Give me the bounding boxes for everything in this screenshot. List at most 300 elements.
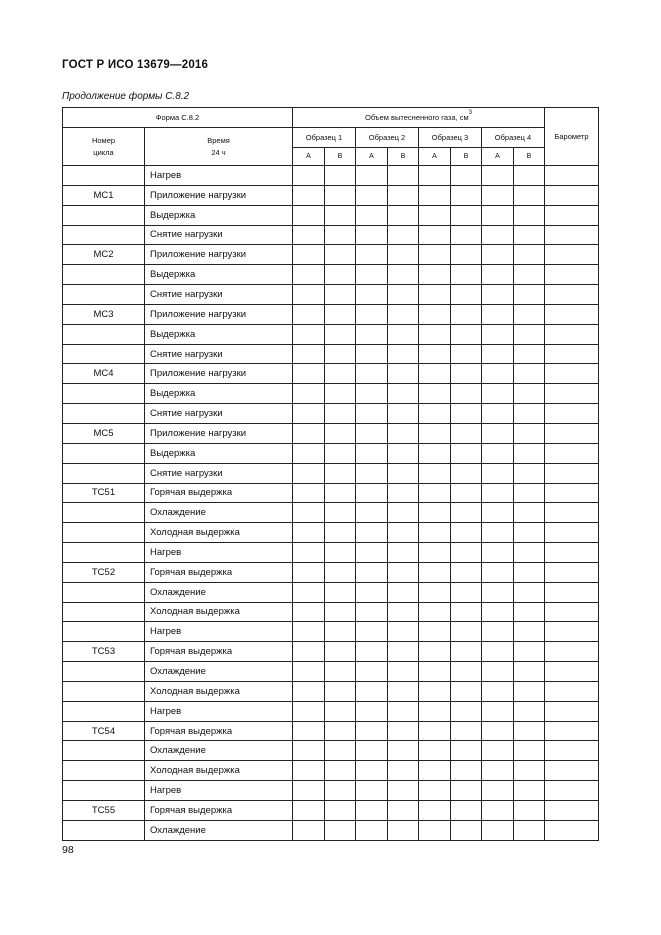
measurement-cell[interactable]: [514, 741, 545, 761]
measurement-cell[interactable]: [514, 622, 545, 642]
measurement-cell[interactable]: [325, 245, 356, 265]
measurement-cell[interactable]: [514, 761, 545, 781]
measurement-cell[interactable]: [419, 225, 451, 245]
measurement-cell[interactable]: [514, 166, 545, 186]
measurement-cell[interactable]: [451, 582, 482, 602]
measurement-cell[interactable]: [482, 443, 514, 463]
barometer-cell[interactable]: [545, 285, 599, 305]
measurement-cell[interactable]: [482, 642, 514, 662]
measurement-cell[interactable]: [325, 265, 356, 285]
measurement-cell[interactable]: [388, 741, 419, 761]
measurement-cell[interactable]: [482, 205, 514, 225]
barometer-cell[interactable]: [545, 523, 599, 543]
barometer-cell[interactable]: [545, 662, 599, 682]
measurement-cell[interactable]: [388, 503, 419, 523]
measurement-cell[interactable]: [451, 701, 482, 721]
measurement-cell[interactable]: [419, 622, 451, 642]
measurement-cell[interactable]: [388, 681, 419, 701]
measurement-cell[interactable]: [451, 185, 482, 205]
measurement-cell[interactable]: [388, 166, 419, 186]
measurement-cell[interactable]: [356, 721, 388, 741]
measurement-cell[interactable]: [293, 761, 325, 781]
measurement-cell[interactable]: [293, 364, 325, 384]
measurement-cell[interactable]: [482, 801, 514, 821]
measurement-cell[interactable]: [293, 324, 325, 344]
measurement-cell[interactable]: [293, 642, 325, 662]
measurement-cell[interactable]: [451, 801, 482, 821]
measurement-cell[interactable]: [482, 324, 514, 344]
measurement-cell[interactable]: [514, 662, 545, 682]
measurement-cell[interactable]: [482, 463, 514, 483]
measurement-cell[interactable]: [388, 285, 419, 305]
measurement-cell[interactable]: [293, 662, 325, 682]
measurement-cell[interactable]: [388, 582, 419, 602]
measurement-cell[interactable]: [514, 523, 545, 543]
measurement-cell[interactable]: [419, 205, 451, 225]
measurement-cell[interactable]: [419, 304, 451, 324]
measurement-cell[interactable]: [419, 166, 451, 186]
measurement-cell[interactable]: [482, 523, 514, 543]
measurement-cell[interactable]: [482, 185, 514, 205]
measurement-cell[interactable]: [419, 781, 451, 801]
measurement-cell[interactable]: [293, 582, 325, 602]
measurement-cell[interactable]: [388, 324, 419, 344]
measurement-cell[interactable]: [514, 483, 545, 503]
measurement-cell[interactable]: [419, 265, 451, 285]
measurement-cell[interactable]: [388, 304, 419, 324]
measurement-cell[interactable]: [356, 681, 388, 701]
measurement-cell[interactable]: [325, 820, 356, 840]
measurement-cell[interactable]: [514, 225, 545, 245]
measurement-cell[interactable]: [482, 543, 514, 563]
measurement-cell[interactable]: [451, 384, 482, 404]
measurement-cell[interactable]: [388, 701, 419, 721]
measurement-cell[interactable]: [451, 523, 482, 543]
measurement-cell[interactable]: [356, 642, 388, 662]
measurement-cell[interactable]: [388, 523, 419, 543]
measurement-cell[interactable]: [325, 185, 356, 205]
measurement-cell[interactable]: [356, 701, 388, 721]
barometer-cell[interactable]: [545, 562, 599, 582]
measurement-cell[interactable]: [325, 503, 356, 523]
measurement-cell[interactable]: [388, 602, 419, 622]
measurement-cell[interactable]: [388, 225, 419, 245]
measurement-cell[interactable]: [356, 225, 388, 245]
measurement-cell[interactable]: [451, 463, 482, 483]
measurement-cell[interactable]: [356, 483, 388, 503]
measurement-cell[interactable]: [388, 265, 419, 285]
measurement-cell[interactable]: [293, 503, 325, 523]
measurement-cell[interactable]: [293, 265, 325, 285]
measurement-cell[interactable]: [325, 622, 356, 642]
measurement-cell[interactable]: [482, 622, 514, 642]
measurement-cell[interactable]: [356, 364, 388, 384]
measurement-cell[interactable]: [514, 304, 545, 324]
measurement-cell[interactable]: [482, 701, 514, 721]
measurement-cell[interactable]: [482, 582, 514, 602]
measurement-cell[interactable]: [451, 681, 482, 701]
measurement-cell[interactable]: [325, 364, 356, 384]
measurement-cell[interactable]: [482, 483, 514, 503]
measurement-cell[interactable]: [293, 285, 325, 305]
measurement-cell[interactable]: [419, 344, 451, 364]
barometer-cell[interactable]: [545, 463, 599, 483]
measurement-cell[interactable]: [482, 503, 514, 523]
measurement-cell[interactable]: [514, 344, 545, 364]
measurement-cell[interactable]: [419, 483, 451, 503]
measurement-cell[interactable]: [388, 662, 419, 682]
barometer-cell[interactable]: [545, 781, 599, 801]
measurement-cell[interactable]: [293, 443, 325, 463]
measurement-cell[interactable]: [325, 543, 356, 563]
measurement-cell[interactable]: [356, 344, 388, 364]
measurement-cell[interactable]: [293, 543, 325, 563]
measurement-cell[interactable]: [451, 344, 482, 364]
measurement-cell[interactable]: [451, 602, 482, 622]
measurement-cell[interactable]: [419, 642, 451, 662]
barometer-cell[interactable]: [545, 384, 599, 404]
barometer-cell[interactable]: [545, 701, 599, 721]
measurement-cell[interactable]: [293, 304, 325, 324]
measurement-cell[interactable]: [419, 543, 451, 563]
measurement-cell[interactable]: [325, 304, 356, 324]
measurement-cell[interactable]: [388, 781, 419, 801]
measurement-cell[interactable]: [325, 523, 356, 543]
measurement-cell[interactable]: [356, 562, 388, 582]
measurement-cell[interactable]: [293, 701, 325, 721]
measurement-cell[interactable]: [419, 185, 451, 205]
barometer-cell[interactable]: [545, 265, 599, 285]
measurement-cell[interactable]: [514, 681, 545, 701]
barometer-cell[interactable]: [545, 543, 599, 563]
measurement-cell[interactable]: [356, 265, 388, 285]
measurement-cell[interactable]: [419, 404, 451, 424]
measurement-cell[interactable]: [451, 642, 482, 662]
measurement-cell[interactable]: [356, 761, 388, 781]
measurement-cell[interactable]: [325, 483, 356, 503]
barometer-cell[interactable]: [545, 820, 599, 840]
measurement-cell[interactable]: [482, 662, 514, 682]
measurement-cell[interactable]: [388, 642, 419, 662]
measurement-cell[interactable]: [451, 820, 482, 840]
measurement-cell[interactable]: [419, 384, 451, 404]
measurement-cell[interactable]: [356, 662, 388, 682]
measurement-cell[interactable]: [514, 820, 545, 840]
measurement-cell[interactable]: [419, 741, 451, 761]
measurement-cell[interactable]: [388, 344, 419, 364]
barometer-cell[interactable]: [545, 304, 599, 324]
measurement-cell[interactable]: [356, 523, 388, 543]
measurement-cell[interactable]: [514, 265, 545, 285]
measurement-cell[interactable]: [451, 483, 482, 503]
measurement-cell[interactable]: [514, 463, 545, 483]
measurement-cell[interactable]: [419, 582, 451, 602]
measurement-cell[interactable]: [514, 285, 545, 305]
measurement-cell[interactable]: [293, 622, 325, 642]
measurement-cell[interactable]: [325, 166, 356, 186]
measurement-cell[interactable]: [293, 801, 325, 821]
measurement-cell[interactable]: [482, 820, 514, 840]
measurement-cell[interactable]: [325, 205, 356, 225]
measurement-cell[interactable]: [514, 324, 545, 344]
barometer-cell[interactable]: [545, 423, 599, 443]
measurement-cell[interactable]: [325, 761, 356, 781]
measurement-cell[interactable]: [325, 681, 356, 701]
measurement-cell[interactable]: [325, 285, 356, 305]
barometer-cell[interactable]: [545, 225, 599, 245]
barometer-cell[interactable]: [545, 741, 599, 761]
measurement-cell[interactable]: [356, 304, 388, 324]
measurement-cell[interactable]: [451, 503, 482, 523]
measurement-cell[interactable]: [451, 423, 482, 443]
measurement-cell[interactable]: [451, 741, 482, 761]
measurement-cell[interactable]: [293, 681, 325, 701]
measurement-cell[interactable]: [451, 265, 482, 285]
measurement-cell[interactable]: [325, 602, 356, 622]
measurement-cell[interactable]: [388, 562, 419, 582]
measurement-cell[interactable]: [356, 781, 388, 801]
barometer-cell[interactable]: [545, 622, 599, 642]
measurement-cell[interactable]: [293, 463, 325, 483]
measurement-cell[interactable]: [451, 225, 482, 245]
measurement-cell[interactable]: [293, 523, 325, 543]
measurement-cell[interactable]: [514, 781, 545, 801]
measurement-cell[interactable]: [356, 543, 388, 563]
measurement-cell[interactable]: [388, 543, 419, 563]
measurement-cell[interactable]: [514, 701, 545, 721]
measurement-cell[interactable]: [293, 166, 325, 186]
measurement-cell[interactable]: [388, 404, 419, 424]
measurement-cell[interactable]: [482, 721, 514, 741]
measurement-cell[interactable]: [293, 741, 325, 761]
measurement-cell[interactable]: [293, 205, 325, 225]
measurement-cell[interactable]: [388, 721, 419, 741]
measurement-cell[interactable]: [451, 166, 482, 186]
measurement-cell[interactable]: [388, 761, 419, 781]
measurement-cell[interactable]: [482, 423, 514, 443]
measurement-cell[interactable]: [482, 285, 514, 305]
measurement-cell[interactable]: [293, 721, 325, 741]
measurement-cell[interactable]: [325, 701, 356, 721]
measurement-cell[interactable]: [388, 205, 419, 225]
measurement-cell[interactable]: [514, 543, 545, 563]
measurement-cell[interactable]: [451, 205, 482, 225]
measurement-cell[interactable]: [451, 364, 482, 384]
measurement-cell[interactable]: [514, 364, 545, 384]
barometer-cell[interactable]: [545, 166, 599, 186]
measurement-cell[interactable]: [514, 503, 545, 523]
measurement-cell[interactable]: [514, 582, 545, 602]
measurement-cell[interactable]: [514, 245, 545, 265]
measurement-cell[interactable]: [451, 304, 482, 324]
measurement-cell[interactable]: [419, 503, 451, 523]
measurement-cell[interactable]: [514, 384, 545, 404]
measurement-cell[interactable]: [293, 344, 325, 364]
measurement-cell[interactable]: [419, 701, 451, 721]
measurement-cell[interactable]: [356, 423, 388, 443]
measurement-cell[interactable]: [325, 404, 356, 424]
measurement-cell[interactable]: [293, 562, 325, 582]
measurement-cell[interactable]: [419, 662, 451, 682]
measurement-cell[interactable]: [293, 225, 325, 245]
measurement-cell[interactable]: [482, 245, 514, 265]
measurement-cell[interactable]: [325, 562, 356, 582]
measurement-cell[interactable]: [356, 205, 388, 225]
measurement-cell[interactable]: [356, 622, 388, 642]
measurement-cell[interactable]: [356, 245, 388, 265]
measurement-cell[interactable]: [419, 820, 451, 840]
measurement-cell[interactable]: [293, 423, 325, 443]
measurement-cell[interactable]: [293, 384, 325, 404]
measurement-cell[interactable]: [356, 503, 388, 523]
barometer-cell[interactable]: [545, 344, 599, 364]
measurement-cell[interactable]: [482, 681, 514, 701]
barometer-cell[interactable]: [545, 721, 599, 741]
measurement-cell[interactable]: [482, 384, 514, 404]
measurement-cell[interactable]: [356, 285, 388, 305]
measurement-cell[interactable]: [325, 384, 356, 404]
measurement-cell[interactable]: [514, 423, 545, 443]
measurement-cell[interactable]: [356, 582, 388, 602]
measurement-cell[interactable]: [514, 443, 545, 463]
measurement-cell[interactable]: [482, 602, 514, 622]
measurement-cell[interactable]: [293, 820, 325, 840]
measurement-cell[interactable]: [419, 423, 451, 443]
measurement-cell[interactable]: [419, 324, 451, 344]
measurement-cell[interactable]: [388, 245, 419, 265]
measurement-cell[interactable]: [482, 364, 514, 384]
measurement-cell[interactable]: [419, 285, 451, 305]
measurement-cell[interactable]: [325, 324, 356, 344]
measurement-cell[interactable]: [388, 622, 419, 642]
barometer-cell[interactable]: [545, 503, 599, 523]
barometer-cell[interactable]: [545, 364, 599, 384]
measurement-cell[interactable]: [388, 423, 419, 443]
barometer-cell[interactable]: [545, 404, 599, 424]
measurement-cell[interactable]: [451, 662, 482, 682]
measurement-cell[interactable]: [419, 245, 451, 265]
measurement-cell[interactable]: [514, 721, 545, 741]
measurement-cell[interactable]: [482, 404, 514, 424]
measurement-cell[interactable]: [325, 443, 356, 463]
measurement-cell[interactable]: [325, 642, 356, 662]
measurement-cell[interactable]: [293, 483, 325, 503]
measurement-cell[interactable]: [356, 741, 388, 761]
measurement-cell[interactable]: [419, 562, 451, 582]
measurement-cell[interactable]: [514, 562, 545, 582]
measurement-cell[interactable]: [325, 781, 356, 801]
measurement-cell[interactable]: [325, 225, 356, 245]
measurement-cell[interactable]: [419, 364, 451, 384]
measurement-cell[interactable]: [482, 562, 514, 582]
measurement-cell[interactable]: [325, 741, 356, 761]
measurement-cell[interactable]: [482, 225, 514, 245]
measurement-cell[interactable]: [514, 801, 545, 821]
measurement-cell[interactable]: [293, 185, 325, 205]
barometer-cell[interactable]: [545, 801, 599, 821]
barometer-cell[interactable]: [545, 324, 599, 344]
measurement-cell[interactable]: [451, 285, 482, 305]
measurement-cell[interactable]: [356, 820, 388, 840]
measurement-cell[interactable]: [451, 324, 482, 344]
measurement-cell[interactable]: [325, 423, 356, 443]
measurement-cell[interactable]: [451, 543, 482, 563]
measurement-cell[interactable]: [356, 384, 388, 404]
measurement-cell[interactable]: [482, 265, 514, 285]
measurement-cell[interactable]: [419, 801, 451, 821]
measurement-cell[interactable]: [388, 801, 419, 821]
measurement-cell[interactable]: [388, 463, 419, 483]
measurement-cell[interactable]: [482, 741, 514, 761]
measurement-cell[interactable]: [451, 622, 482, 642]
measurement-cell[interactable]: [293, 245, 325, 265]
measurement-cell[interactable]: [482, 781, 514, 801]
barometer-cell[interactable]: [545, 185, 599, 205]
measurement-cell[interactable]: [419, 463, 451, 483]
measurement-cell[interactable]: [325, 344, 356, 364]
measurement-cell[interactable]: [514, 185, 545, 205]
measurement-cell[interactable]: [451, 443, 482, 463]
measurement-cell[interactable]: [325, 582, 356, 602]
measurement-cell[interactable]: [356, 166, 388, 186]
measurement-cell[interactable]: [293, 404, 325, 424]
measurement-cell[interactable]: [451, 245, 482, 265]
measurement-cell[interactable]: [356, 324, 388, 344]
barometer-cell[interactable]: [545, 761, 599, 781]
measurement-cell[interactable]: [482, 344, 514, 364]
barometer-cell[interactable]: [545, 582, 599, 602]
measurement-cell[interactable]: [388, 483, 419, 503]
measurement-cell[interactable]: [356, 602, 388, 622]
measurement-cell[interactable]: [325, 801, 356, 821]
barometer-cell[interactable]: [545, 681, 599, 701]
measurement-cell[interactable]: [482, 304, 514, 324]
measurement-cell[interactable]: [325, 721, 356, 741]
measurement-cell[interactable]: [325, 662, 356, 682]
barometer-cell[interactable]: [545, 602, 599, 622]
barometer-cell[interactable]: [545, 483, 599, 503]
barometer-cell[interactable]: [545, 205, 599, 225]
measurement-cell[interactable]: [293, 781, 325, 801]
measurement-cell[interactable]: [482, 166, 514, 186]
measurement-cell[interactable]: [388, 185, 419, 205]
measurement-cell[interactable]: [388, 364, 419, 384]
measurement-cell[interactable]: [356, 463, 388, 483]
measurement-cell[interactable]: [514, 404, 545, 424]
measurement-cell[interactable]: [451, 562, 482, 582]
measurement-cell[interactable]: [419, 602, 451, 622]
measurement-cell[interactable]: [482, 761, 514, 781]
measurement-cell[interactable]: [356, 404, 388, 424]
measurement-cell[interactable]: [419, 443, 451, 463]
measurement-cell[interactable]: [356, 443, 388, 463]
measurement-cell[interactable]: [514, 205, 545, 225]
measurement-cell[interactable]: [419, 761, 451, 781]
measurement-cell[interactable]: [356, 801, 388, 821]
measurement-cell[interactable]: [325, 463, 356, 483]
measurement-cell[interactable]: [388, 820, 419, 840]
measurement-cell[interactable]: [451, 404, 482, 424]
measurement-cell[interactable]: [419, 681, 451, 701]
measurement-cell[interactable]: [356, 185, 388, 205]
measurement-cell[interactable]: [388, 443, 419, 463]
barometer-cell[interactable]: [545, 443, 599, 463]
measurement-cell[interactable]: [514, 602, 545, 622]
measurement-cell[interactable]: [451, 781, 482, 801]
measurement-cell[interactable]: [388, 384, 419, 404]
barometer-cell[interactable]: [545, 245, 599, 265]
measurement-cell[interactable]: [451, 761, 482, 781]
